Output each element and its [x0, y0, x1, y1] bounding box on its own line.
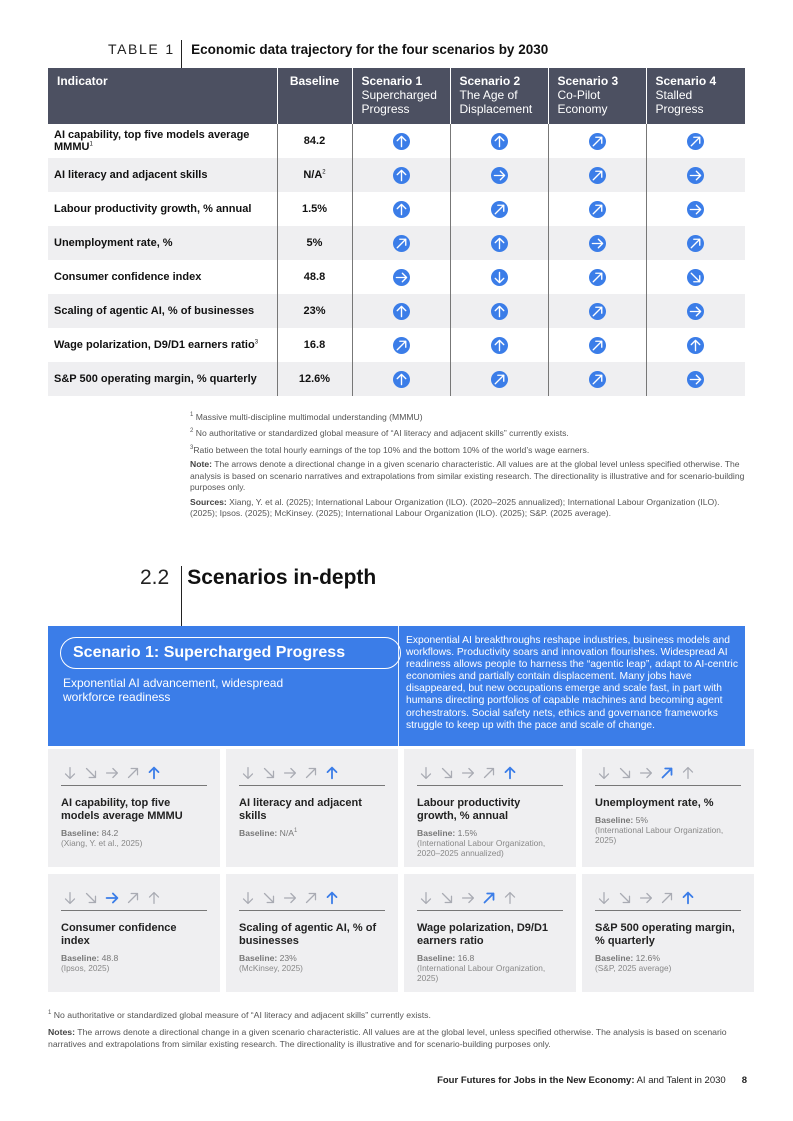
- scenario-2-direction-cell: [450, 294, 548, 328]
- scenario-3-direction-cell: [548, 362, 646, 396]
- direction-arrows: [239, 764, 385, 784]
- arrow-up-icon: [501, 889, 519, 907]
- direction-arrows: [239, 889, 385, 909]
- arrow-up-right-icon: [589, 303, 606, 320]
- scenario-4-direction-cell: [646, 362, 745, 396]
- arrow-right-icon: [589, 235, 606, 252]
- table-row: [48, 124, 745, 158]
- header-scenario-1: Scenario 1 Supercharged Progress: [352, 68, 450, 124]
- arrow-right-icon: [687, 201, 704, 218]
- card-title: Scaling of agentic AI, % of businesses: [239, 922, 377, 947]
- indicator-cell: Consumer confidence index: [48, 260, 277, 294]
- card-title: Wage polarization, D9/D1 earners ratio: [417, 922, 549, 947]
- indicator-card: [48, 749, 220, 867]
- arrow-right-icon: [459, 889, 477, 907]
- scenario-2-direction-cell: [450, 328, 548, 362]
- card-baseline: Baseline: 12.6%: [595, 952, 660, 963]
- economic-data-table: [48, 68, 745, 396]
- card-title: AI literacy and adjacent skills: [239, 797, 362, 822]
- indicator-card: [48, 874, 220, 992]
- report-title-rest: AI and Talent in 2030: [634, 1075, 726, 1086]
- indicator-cell: S&P 500 operating margin, % quarterly: [48, 362, 277, 396]
- indicator-card: [582, 749, 754, 867]
- page-footnote-1: $^1$ No authoritative or standardized global measure of “AI literacy and adjacent skills” currently exists.: [48, 1009, 431, 1020]
- table-row: [48, 328, 745, 362]
- arrow-down-right-icon: [82, 889, 100, 907]
- table-header-row: [48, 68, 745, 124]
- scenario-1-direction-cell: [352, 158, 450, 192]
- arrow-down-right-icon: [616, 764, 634, 782]
- arrow-down-icon: [417, 764, 435, 782]
- table-label-word: TABLE: [108, 41, 160, 57]
- arrow-up-right-icon: [589, 337, 606, 354]
- arrow-down-right-icon: [438, 889, 456, 907]
- scenario-2-direction-cell: [450, 192, 548, 226]
- scenario-3-direction-cell: [548, 158, 646, 192]
- card-divider: [239, 785, 385, 786]
- card-baseline: Baseline: 23%: [239, 952, 297, 963]
- scenario-2-direction-cell: [450, 124, 548, 158]
- header-scenario-4: Scenario 4 Stalled Progress: [646, 68, 745, 124]
- card-source: (Xiang, Y. et al., 2025): [61, 837, 143, 848]
- indicator-cell: Scaling of agentic AI, % of businesses: [48, 294, 277, 328]
- baseline-cell: 84.2: [277, 124, 352, 158]
- scenario-banner: [48, 626, 745, 746]
- card-divider: [61, 910, 207, 911]
- card-title: Labour productivity growth, % annual: [417, 797, 521, 822]
- card-title: Consumer confidence index: [61, 922, 177, 947]
- scenario-3-direction-cell: [548, 328, 646, 362]
- arrow-up-icon: [323, 889, 341, 907]
- page-number: 8: [741, 1075, 747, 1086]
- card-source: (International Labour Organization, 2025): [595, 824, 724, 845]
- header-indicator: Indicator: [48, 68, 277, 124]
- direction-arrows: [61, 889, 207, 909]
- scenario-4-direction-cell: [646, 260, 745, 294]
- arrow-down-icon: [595, 889, 613, 907]
- scenario-1-direction-cell: [352, 328, 450, 362]
- indicator-cell: Labour productivity growth, % annual: [48, 192, 277, 226]
- banner-divider: [398, 626, 399, 746]
- indicator-card: [226, 749, 398, 867]
- indicator-cards: [48, 749, 745, 992]
- arrow-down-icon: [417, 889, 435, 907]
- scenario-3-direction-cell: [548, 260, 646, 294]
- arrow-up-icon: [393, 201, 410, 218]
- direction-arrows: [595, 889, 741, 909]
- arrow-up-right-icon: [302, 764, 320, 782]
- baseline-cell: 1.5%: [277, 192, 352, 226]
- arrow-down-icon: [61, 889, 79, 907]
- scenario-4-direction-cell: [646, 328, 745, 362]
- scenario-3-direction-cell: [548, 226, 646, 260]
- indicator-cell: AI literacy and adjacent skills: [48, 158, 277, 192]
- arrow-up-right-icon: [393, 235, 410, 252]
- table-row: [48, 158, 745, 192]
- arrow-up-right-icon: [687, 133, 704, 150]
- table-label-number: 1: [165, 41, 174, 57]
- footnote-2: $^2$ No authoritative or standardized global measure of “AI literacy and adjacent skills” currently exists.: [190, 428, 569, 439]
- arrow-down-icon: [239, 889, 257, 907]
- scenario-3-direction-cell: [548, 294, 646, 328]
- arrow-up-right-icon: [589, 167, 606, 184]
- card-divider: [595, 785, 741, 786]
- arrow-up-right-icon: [687, 235, 704, 252]
- arrow-right-icon: [687, 303, 704, 320]
- baseline-cell: 48.8: [277, 260, 352, 294]
- direction-arrows: [595, 764, 741, 784]
- card-baseline: Baseline: 5%: [595, 814, 649, 825]
- arrow-up-icon: [393, 133, 410, 150]
- arrow-right-icon: [393, 269, 410, 286]
- indicator-card: [226, 874, 398, 992]
- arrow-up-icon: [145, 889, 163, 907]
- indicator-cell: AI capability, top five models average MMMU$^1$: [48, 124, 277, 158]
- arrow-up-right-icon: [491, 201, 508, 218]
- arrow-up-icon: [679, 764, 697, 782]
- arrow-up-icon: [145, 764, 163, 782]
- arrow-up-right-icon: [124, 889, 142, 907]
- scenario-2-direction-cell: [450, 260, 548, 294]
- arrow-down-right-icon: [82, 764, 100, 782]
- arrow-up-right-icon: [589, 371, 606, 388]
- card-baseline: Baseline: 48.8: [61, 952, 119, 963]
- arrow-right-icon: [103, 889, 121, 907]
- arrow-down-icon: [491, 269, 508, 286]
- scenario-1-direction-cell: [352, 124, 450, 158]
- card-baseline: Baseline: 16.8: [417, 952, 475, 963]
- card-source: (International Labour Organization, 2020–2025 annualized): [417, 837, 546, 858]
- arrow-right-icon: [637, 889, 655, 907]
- arrow-right-icon: [103, 764, 121, 782]
- section-title: Scenarios in-depth: [187, 566, 377, 589]
- arrow-down-right-icon: [687, 269, 704, 286]
- arrow-down-right-icon: [260, 889, 278, 907]
- arrow-up-icon: [679, 889, 697, 907]
- scenario-3-direction-cell: [548, 192, 646, 226]
- section-number: 2.2: [140, 566, 170, 589]
- table-row: [48, 362, 745, 396]
- arrow-up-icon: [323, 764, 341, 782]
- direction-arrows: [417, 889, 563, 909]
- card-divider: [239, 910, 385, 911]
- arrow-right-icon: [491, 167, 508, 184]
- arrow-up-right-icon: [302, 889, 320, 907]
- card-divider: [61, 785, 207, 786]
- table-caption: [108, 40, 548, 70]
- arrow-right-icon: [459, 764, 477, 782]
- arrow-down-right-icon: [260, 764, 278, 782]
- arrow-up-right-icon: [589, 269, 606, 286]
- baseline-cell: 12.6%: [277, 362, 352, 396]
- indicator-cell: Unemployment rate, %: [48, 226, 277, 260]
- table-footnotes: [190, 410, 745, 523]
- scenario-4-direction-cell: [646, 226, 745, 260]
- scenario-description: Exponential AI breakthroughs reshape industries, business models and workflows. Productivity soars and innovation flourishes. Widespread AI readiness allows people to harness the “agentic leap”, adapt to AI-centric economies and partially contain displacement. Many jobs have disappeared, but new occupations emerge and scale fast, in part with humans directing portfolios of capable machines and becoming agent orchestrators. Social safety nets, ethics and governance frameworks struggle to keep up with the pace and scale of change.: [406, 635, 738, 731]
- arrow-right-icon: [281, 889, 299, 907]
- scenario-1-direction-cell: [352, 260, 450, 294]
- card-title: Unemployment rate, %: [595, 797, 714, 809]
- arrow-up-icon: [393, 167, 410, 184]
- indicator-card: [404, 749, 576, 867]
- direction-arrows: [61, 764, 207, 784]
- header-scenario-2: Scenario 2 The Age of Displacement: [450, 68, 548, 124]
- arrow-right-icon: [687, 167, 704, 184]
- page-notes: Notes: The arrows denote a directional change in a given scenario characteristic. All values are at the global level, unless specified otherwise. The analysis is based on scenario narratives and extrapolations from similar existing research. The directionality is illustrative and for scenario-building purposes only.: [48, 1026, 727, 1049]
- arrow-up-right-icon: [658, 764, 676, 782]
- scenario-2-direction-cell: [450, 226, 548, 260]
- baseline-cell: $N/A^2$: [277, 158, 352, 192]
- baseline-cell: 5%: [277, 226, 352, 260]
- direction-arrows: [417, 764, 563, 784]
- arrow-down-icon: [595, 764, 613, 782]
- section-divider: [181, 566, 182, 626]
- indicator-card: [582, 874, 754, 992]
- scenario-1-direction-cell: [352, 192, 450, 226]
- table-title: Economic data trajectory for the four scenarios by 2030: [191, 42, 549, 57]
- scenario-2-direction-cell: [450, 158, 548, 192]
- arrow-up-right-icon: [589, 201, 606, 218]
- page-footer: [437, 1075, 747, 1086]
- arrow-up-icon: [491, 303, 508, 320]
- table-note: Note: The arrows denote a directional change in a given scenario characteristic. All values are at the global level unless specified otherwise. The analysis is based on scenario narratives and extrapolations from similar existing research. The directionality is illustrative and for scenario-building purposes only.: [190, 459, 745, 493]
- card-baseline: Baseline: 1.5%: [417, 827, 478, 838]
- report-title-bold: Four Futures for Jobs in the New Economy:: [437, 1075, 635, 1086]
- table-row: [48, 294, 745, 328]
- arrow-up-icon: [491, 235, 508, 252]
- page-footnotes: [48, 1007, 745, 1055]
- scenario-4-direction-cell: [646, 124, 745, 158]
- table-caption-divider: [181, 40, 182, 70]
- scenario-3-direction-cell: [548, 124, 646, 158]
- arrow-up-icon: [491, 133, 508, 150]
- scenario-4-direction-cell: [646, 294, 745, 328]
- card-title: S&P 500 operating margin, % quarterly: [595, 922, 735, 947]
- table-row: [48, 260, 745, 294]
- card-source: (International Labour Organization, 2025): [417, 962, 546, 983]
- card-divider: [595, 910, 741, 911]
- scenario-1-direction-cell: [352, 362, 450, 396]
- section-heading: [140, 566, 376, 590]
- arrow-up-right-icon: [589, 133, 606, 150]
- arrow-up-icon: [501, 764, 519, 782]
- arrow-up-right-icon: [491, 371, 508, 388]
- arrow-up-right-icon: [480, 764, 498, 782]
- table-row: [48, 226, 745, 260]
- card-baseline: Baseline: $N/A^1$: [239, 827, 298, 838]
- arrow-right-icon: [281, 764, 299, 782]
- scenario-2-direction-cell: [450, 362, 548, 396]
- card-source: (Ipsos, 2025): [61, 962, 110, 973]
- footnote-1: $^1$ Massive multi-discipline multimodal understanding (MMMU): [190, 411, 423, 422]
- scenario-title-pill: Scenario 1: Supercharged Progress: [60, 637, 401, 669]
- header-scenario-3: Scenario 3 Co-Pilot Economy: [548, 68, 646, 124]
- card-title: AI capability, top five models average MMMU: [61, 797, 183, 822]
- scenario-1-direction-cell: [352, 226, 450, 260]
- arrow-up-right-icon: [393, 337, 410, 354]
- arrow-up-icon: [491, 337, 508, 354]
- scenario-1-direction-cell: [352, 294, 450, 328]
- baseline-cell: 16.8: [277, 328, 352, 362]
- card-source: (S&P, 2025 average): [595, 962, 672, 973]
- card-divider: [417, 910, 563, 911]
- card-divider: [417, 785, 563, 786]
- scenario-subtitle: Exponential AI advancement, widespread workforce readiness: [63, 676, 284, 704]
- arrow-down-icon: [61, 764, 79, 782]
- footnote-3: $^3$Ratio between the total hourly earnings of the top 10% and the bottom 10% of the world’s wage earners.: [190, 444, 590, 455]
- card-source: (McKinsey, 2025): [239, 962, 303, 973]
- arrow-down-right-icon: [616, 889, 634, 907]
- arrow-up-icon: [687, 337, 704, 354]
- table-row: [48, 192, 745, 226]
- arrow-right-icon: [637, 764, 655, 782]
- card-baseline: Baseline: 84.2: [61, 827, 119, 838]
- arrow-up-icon: [393, 371, 410, 388]
- header-baseline: Baseline: [277, 68, 352, 124]
- scenario-4-direction-cell: [646, 158, 745, 192]
- arrow-up-right-icon: [480, 889, 498, 907]
- arrow-right-icon: [687, 371, 704, 388]
- arrow-down-right-icon: [438, 764, 456, 782]
- scenario-4-direction-cell: [646, 192, 745, 226]
- indicator-cell: Wage polarization, D9/D1 earners ratio$^3$: [48, 328, 277, 362]
- indicator-card: [404, 874, 576, 992]
- arrow-up-right-icon: [124, 764, 142, 782]
- arrow-down-icon: [239, 764, 257, 782]
- baseline-cell: 23%: [277, 294, 352, 328]
- arrow-up-right-icon: [658, 889, 676, 907]
- arrow-up-icon: [393, 303, 410, 320]
- table-sources: Sources: Xiang, Y. et al. (2025); International Labour Organization (ILO). (2020–2025 annualized); International Labour Organization (ILO). (2025); Ipsos. (2025); McKinsey. (2025); International Labour Organization (ILO). (2025); S&P. (2025 average).: [190, 496, 720, 519]
